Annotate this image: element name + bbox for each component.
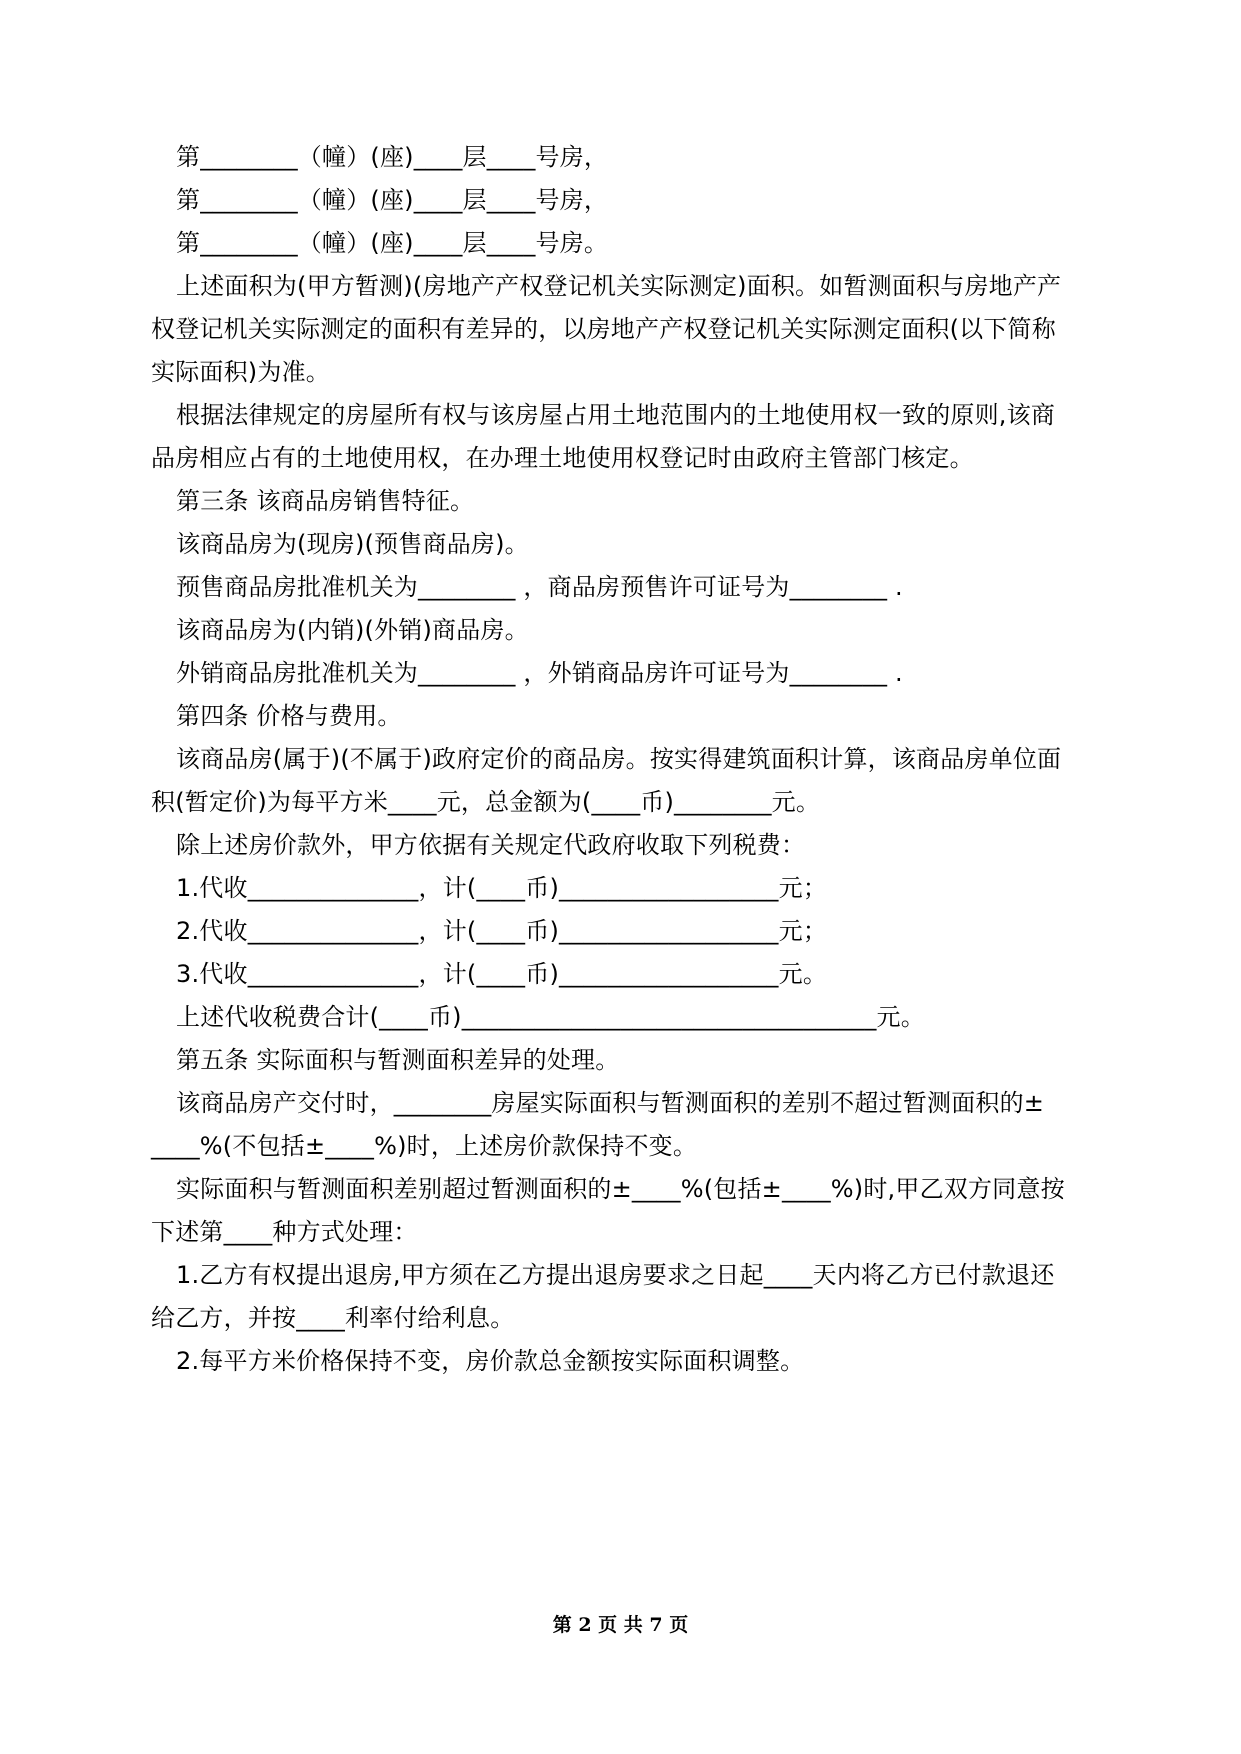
text-line: 该商品房(属于)(不属于)政府定价的商品房。按实得建筑面积计算，该商品房单位面 [176,745,1062,773]
list-item: 2.每平方米价格保持不变，房价款总金额按实际面积调整。 [176,1347,805,1375]
text-line: 第________（幢）(座)____层____号房， [176,186,609,214]
text-line: 根据法律规定的房屋所有权与该房屋占用土地范围内的土地使用权一致的原则,该商 [176,401,1056,429]
text-line: 第________（幢）(座)____层____号房。 [176,229,609,257]
text-line: 该商品房为(内销)(外销)商品房。 [176,616,529,644]
section-heading: 第五条 实际面积与暂测面积差异的处理。 [176,1046,620,1074]
page-number: 第 2 页 共 7 页 [552,1614,689,1636]
text-line: 积(暂定价)为每平方米____元，总金额为(____币)________元。 [151,788,821,816]
text-line: 第________（幢）(座)____层____号房， [176,143,609,171]
text-line: 实际面积与暂测面积差别超过暂测面积的±____%(包括±____%)时,甲乙双方同意按 [176,1175,1065,1203]
text-line: 外销商品房批准机关为________ ，外销商品房许可证号为________ . [176,659,903,687]
section-heading: 第三条 该商品房销售特征。 [176,487,475,515]
text-line: 实际面积)为准。 [151,358,330,386]
list-item: 2.代收______________，计(____币)__________________元； [176,917,828,945]
list-item: 3.代收______________，计(____币)__________________元。 [176,960,828,988]
text-line: ____%(不包括±____%)时，上述房价款保持不变。 [151,1132,698,1160]
text-line: 权登记机关实际测定的面积有差异的，以房地产产权登记机关实际测定面积(以下简称 [151,315,1056,343]
section-heading: 第四条 价格与费用。 [176,702,402,730]
list-item: 1.代收______________，计(____币)__________________元； [176,874,828,902]
text-line: 上述面积为(甲方暂测)(房地产产权登记机关实际测定)面积。如暂测面积与房地产产 [176,272,1062,300]
list-item: 1.乙方有权提出退房,甲方须在乙方提出退房要求之日起____天内将乙方已付款退还 [176,1261,1055,1289]
text-line: 下述第____种方式处理： [151,1218,418,1246]
text-line: 除上述房价款外，甲方依据有关规定代政府收取下列税费： [176,831,806,859]
text-line: 上述代收税费合计(____币)__________________________________元。 [176,1003,925,1031]
text-line: 该商品房产交付时，________房屋实际面积与暂测面积的差别不超过暂测面积的± [176,1089,1045,1117]
text-line: 品房相应占有的土地使用权，在办理土地使用权登记时由政府主管部门核定。 [151,444,974,472]
text-line: 预售商品房批准机关为________ ，商品房预售许可证号为________ . [176,573,903,601]
text-line: 该商品房为(现房)(预售商品房)。 [176,530,529,558]
list-item: 给乙方，并按____利率付给利息。 [151,1304,515,1332]
